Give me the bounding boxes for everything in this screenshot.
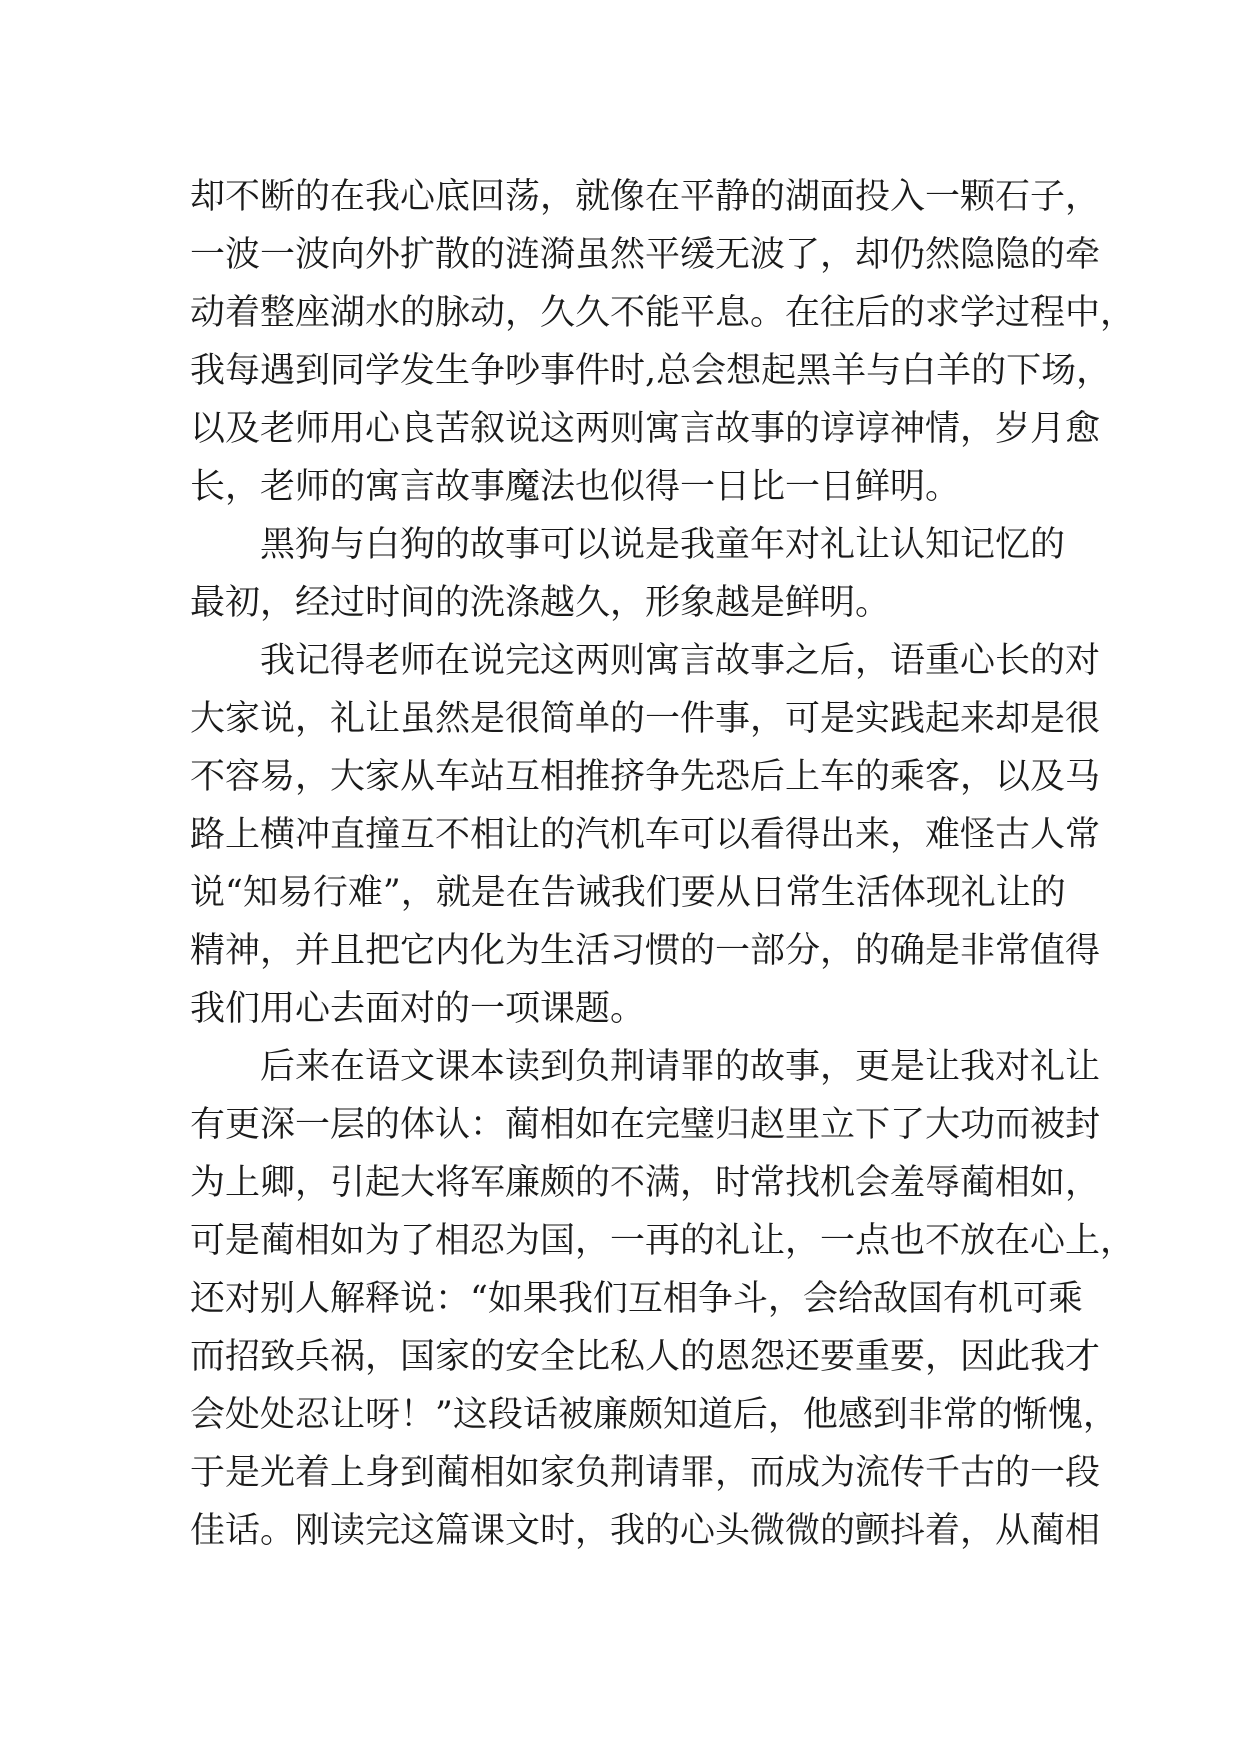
text-line: 精神，并且把它内化为生活习惯的一部分，的确是非常值得: [190, 931, 1101, 971]
text-line: 最初，经过时间的洗涤越久，形象越是鲜明。: [190, 583, 891, 623]
text-line: 一波一波向外扩散的涟漪虽然平缓无波了，却仍然隐隐的牵: [190, 235, 1101, 275]
text-line: 路上横冲直撞互不相让的汽机车可以看得出来，难怪古人常: [190, 815, 1101, 855]
text-line: 我每遇到同学发生争吵事件时,总会想起黑羊与白羊的下场，: [190, 351, 1112, 391]
text-line: 于是光着上身到蔺相如家负荆请罪，而成为流传千古的一段: [190, 1453, 1101, 1493]
text-line: 不容易，大家从车站互相推挤争先恐后上车的乘客，以及马: [190, 757, 1101, 797]
text-line: 动着整座湖水的脉动，久久不能平息。在往后的求学过程中，: [190, 293, 1136, 333]
text-line: 为上卿，引起大将军廉颇的不满，时常找机会羞辱蔺相如，: [190, 1163, 1101, 1203]
text-line: 说“知易行难”，就是在告诫我们要从日常生活体现礼让的: [190, 873, 1066, 913]
text-line: 我们用心去面对的一项课题。: [190, 989, 646, 1029]
paragraph-first-line: 我记得老师在说完这两则寓言故事之后，语重心长的对: [260, 641, 1101, 681]
text-line: 而招致兵祸，国家的安全比私人的恩怨还要重要，因此我才: [190, 1337, 1101, 1377]
text-line: 佳话。刚读完这篇课文时，我的心头微微的颤抖着，从蔺相: [190, 1511, 1101, 1551]
text-line: 长，老师的寓言故事魔法也似得一日比一日鲜明。: [190, 467, 961, 507]
text-line: 大家说，礼让虽然是很简单的一件事，可是实践起来却是很: [190, 699, 1101, 739]
paragraph-first-line: 黑狗与白狗的故事可以说是我童年对礼让认知记忆的: [260, 525, 1066, 565]
text-line: 有更深一层的体认：蔺相如在完璧归赵里立下了大功而被封: [190, 1105, 1101, 1145]
text-line: 以及老师用心良苦叙说这两则寓言故事的谆谆神情，岁月愈: [190, 409, 1101, 449]
paragraph-first-line: 后来在语文课本读到负荆请罪的故事，更是让我对礼让: [260, 1047, 1101, 1087]
text-line: 还对别人解释说：“如果我们互相争斗，会给敌国有机可乘: [190, 1279, 1083, 1319]
text-line: 会处处忍让呀！”这段话被廉颇知道后，他感到非常的惭愧，: [190, 1395, 1118, 1435]
body-text: [190, 168, 1136, 1560]
text-line: 却不断的在我心底回荡，就像在平静的湖面投入一颗石子，: [190, 177, 1101, 217]
text-line: 可是蔺相如为了相忍为国，一再的礼让，一点也不放在心上，: [190, 1221, 1136, 1261]
